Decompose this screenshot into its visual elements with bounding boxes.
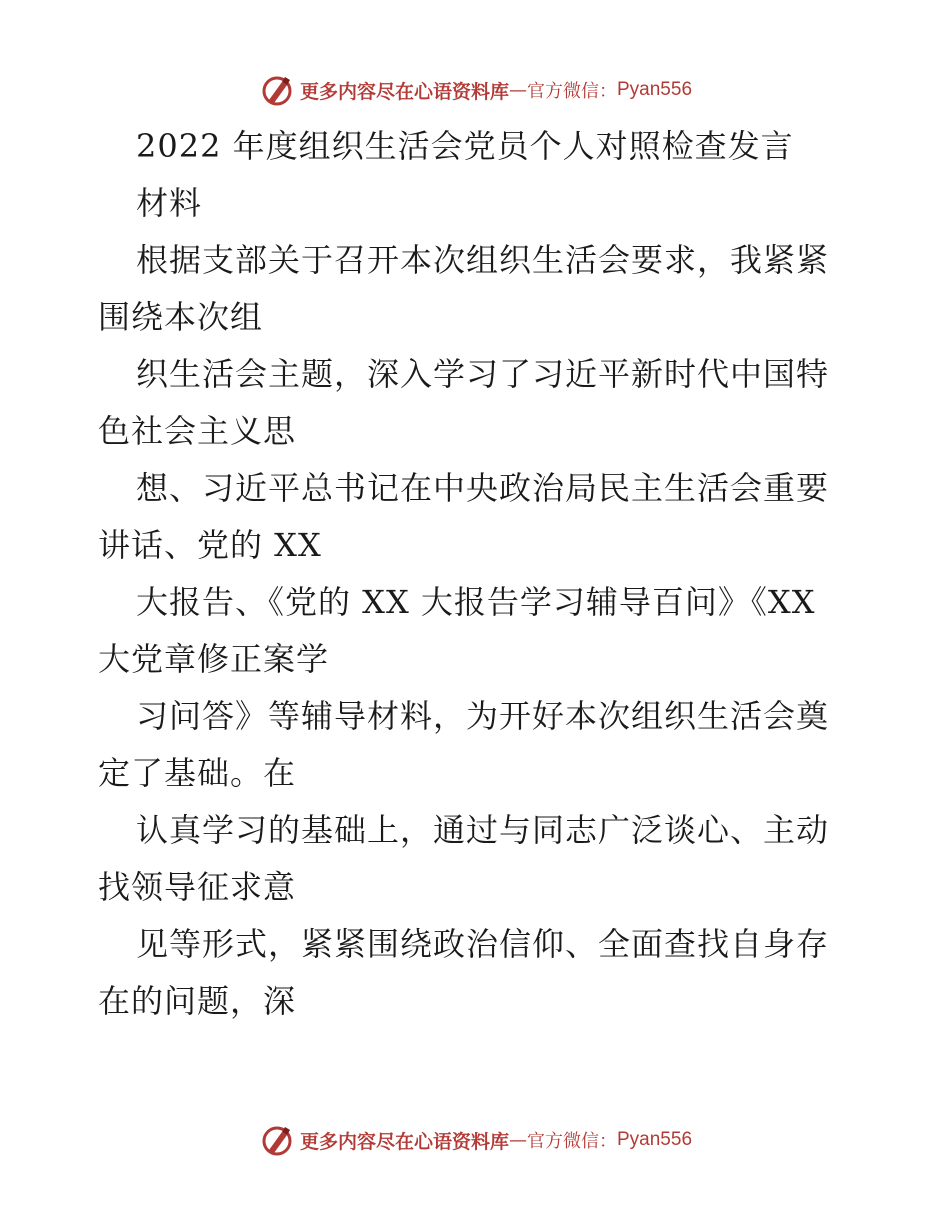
paragraph-line: 大党章修正案学	[98, 640, 330, 678]
document-title-line-2: 材料	[136, 184, 203, 222]
banner-wechat-id: Pyan556	[617, 79, 693, 100]
paragraph-line: 讲话、党的 XX	[98, 526, 322, 564]
document-body	[98, 118, 868, 1030]
banner-wechat-id: Pyan556	[617, 1129, 693, 1150]
banner-slogan: 更多内容尽在心语资料库	[299, 1130, 509, 1153]
banner-separator: —	[509, 1129, 527, 1151]
paragraph-line: 色社会主义思	[98, 412, 297, 450]
header-watermark-banner	[0, 68, 950, 112]
paragraph-line: 定了基础。在	[98, 754, 297, 792]
banner-wechat-label: 官方微信：	[527, 1131, 617, 1152]
banner-wechat-label: 官方微信：	[527, 81, 617, 102]
paragraph-line: 大报告、《党的 XX 大报告学习辅导百问》《XX	[136, 583, 816, 621]
paragraph-line: 织生活会主题，深入学习了习近平新时代中国特	[136, 355, 830, 393]
paragraph-line: 习问答》等辅导材料，为开好本次组织生活会奠	[136, 697, 830, 735]
banner-slogan: 更多内容尽在心语资料库	[299, 80, 509, 103]
paragraph-line: 想、习近平总书记在中央政治局民主生活会重要	[136, 469, 830, 507]
pen-logo-icon	[258, 70, 298, 110]
paragraph-line: 找领导征求意	[98, 868, 297, 906]
document-title-line-1: 2022 年度组织生活会党员个人对照检查发言	[136, 127, 794, 165]
paragraph-line: 见等形式，紧紧围绕政治信仰、全面查找自身存	[136, 925, 830, 963]
paragraph-line: 在的问题，深	[98, 982, 297, 1020]
paragraph-line: 根据支部关于召开本次组织生活会要求，我紧紧	[136, 241, 830, 279]
pen-logo-icon	[258, 1120, 298, 1160]
paragraph-line: 围绕本次组	[98, 298, 264, 336]
banner-separator: —	[509, 79, 527, 101]
footer-watermark-banner	[0, 1118, 950, 1162]
paragraph-line: 认真学习的基础上，通过与同志广泛谈心、主动	[136, 811, 830, 849]
